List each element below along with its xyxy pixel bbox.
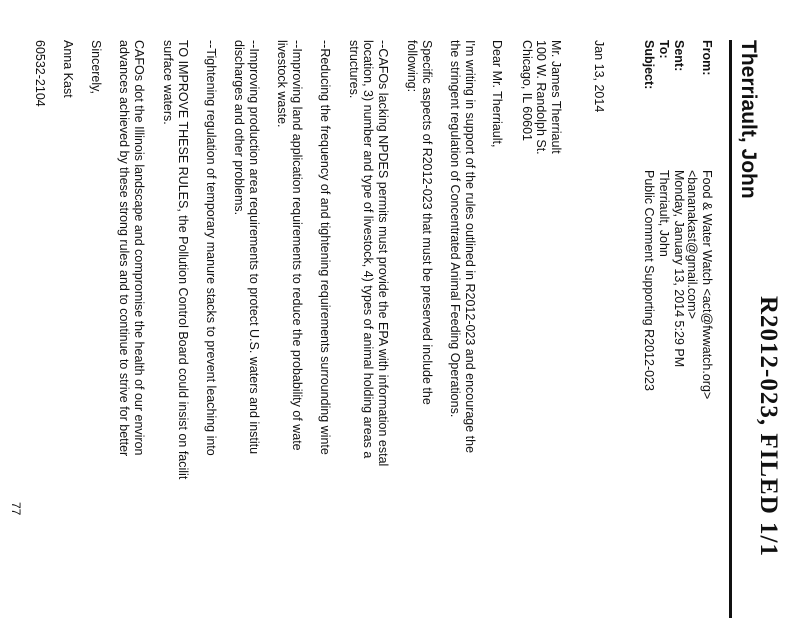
signer-zip: 60532-2104 bbox=[33, 40, 47, 107]
paragraph-line: following: bbox=[405, 40, 420, 93]
paragraph-line: TO IMPROVE THESE RULES, the Pollution Control Board could insist on facilit bbox=[176, 40, 190, 480]
paragraph-line: structures. bbox=[347, 40, 361, 99]
list-item bbox=[232, 40, 261, 454]
to-value: Therriault, John bbox=[657, 170, 671, 257]
from-label: From: bbox=[700, 40, 714, 76]
recipient-address bbox=[520, 40, 564, 155]
paragraph-line: --CAFOs lacking NPDES permits must provide the EPA with information estal bbox=[376, 40, 390, 467]
paragraph-line: --Improving land application requirements to reduce the probability of wate bbox=[290, 40, 304, 451]
header-divider bbox=[729, 40, 732, 618]
letter-date: Jan 13, 2014 bbox=[592, 40, 606, 113]
list-item: --Reducing the frequency of and tightening requirements surrounding winte bbox=[318, 40, 332, 455]
from-value bbox=[685, 170, 714, 399]
page-number: 77 bbox=[9, 502, 23, 516]
address-line: 100 W. Randolph St. bbox=[534, 40, 549, 155]
subject-value: Public Comment Supporting R2012-023 bbox=[642, 170, 656, 391]
list-item bbox=[275, 40, 304, 451]
salutation: Dear Mr. Therriault, bbox=[490, 40, 504, 148]
paragraph-line: I'm writing in support of the rules outlined in R2012-023 and encourage the bbox=[463, 40, 477, 454]
signer-name: Anna Kast bbox=[61, 40, 75, 98]
to-label: To: bbox=[657, 40, 671, 59]
paragraph-line: location, 3) number and type of livestock, 4) types of animal holding areas a bbox=[361, 40, 376, 459]
sent-label: Sent: bbox=[672, 40, 686, 72]
list-item bbox=[347, 40, 391, 466]
paragraph-line: Specific aspects of R2012-023 that must be preserved include the bbox=[420, 40, 434, 405]
from-value-line: Food & Water Watch <act@fwwatch.org> bbox=[700, 170, 714, 400]
paragraph-line: CAFOs dot the Illinois landscape and compromise the health of our environ bbox=[132, 40, 146, 456]
paragraph-line: discharges and other problems. bbox=[232, 40, 247, 216]
paragraph-line: livestock waste. bbox=[275, 40, 290, 128]
address-line: Mr. James Therriault bbox=[549, 40, 563, 154]
email-sender-name: Therriault, John bbox=[737, 40, 760, 199]
improvement-paragraph bbox=[161, 40, 190, 479]
intro-paragraph bbox=[448, 40, 477, 453]
paragraph-line: advances achieved by these strong rules and to continue to strive for better bbox=[117, 40, 132, 457]
closing-paragraph bbox=[117, 40, 146, 456]
paragraph-line: the stringent regulation of Concentrated Animal Feeding Operations. bbox=[448, 40, 463, 418]
subject-label: Subject: bbox=[642, 40, 656, 90]
list-item: --Tightening regulation of temporary manure stacks to prevent leaching into bbox=[204, 40, 218, 456]
sent-value: Monday, January 13, 2014 5:29 PM bbox=[672, 170, 686, 368]
paragraph-line: --Improving production area requirements to protect U.S. waters and institu bbox=[247, 40, 261, 455]
from-value-line: <bananakast@gmail.com> bbox=[685, 170, 700, 319]
address-line: Chicago, IL 60601 bbox=[520, 40, 534, 142]
signoff: Sincerely, bbox=[89, 40, 103, 94]
filing-stamp: R2012-023, FILED 1/1 bbox=[755, 296, 782, 557]
paragraph-line: surface waters. bbox=[161, 40, 176, 125]
specific-aspects-paragraph bbox=[405, 40, 434, 405]
